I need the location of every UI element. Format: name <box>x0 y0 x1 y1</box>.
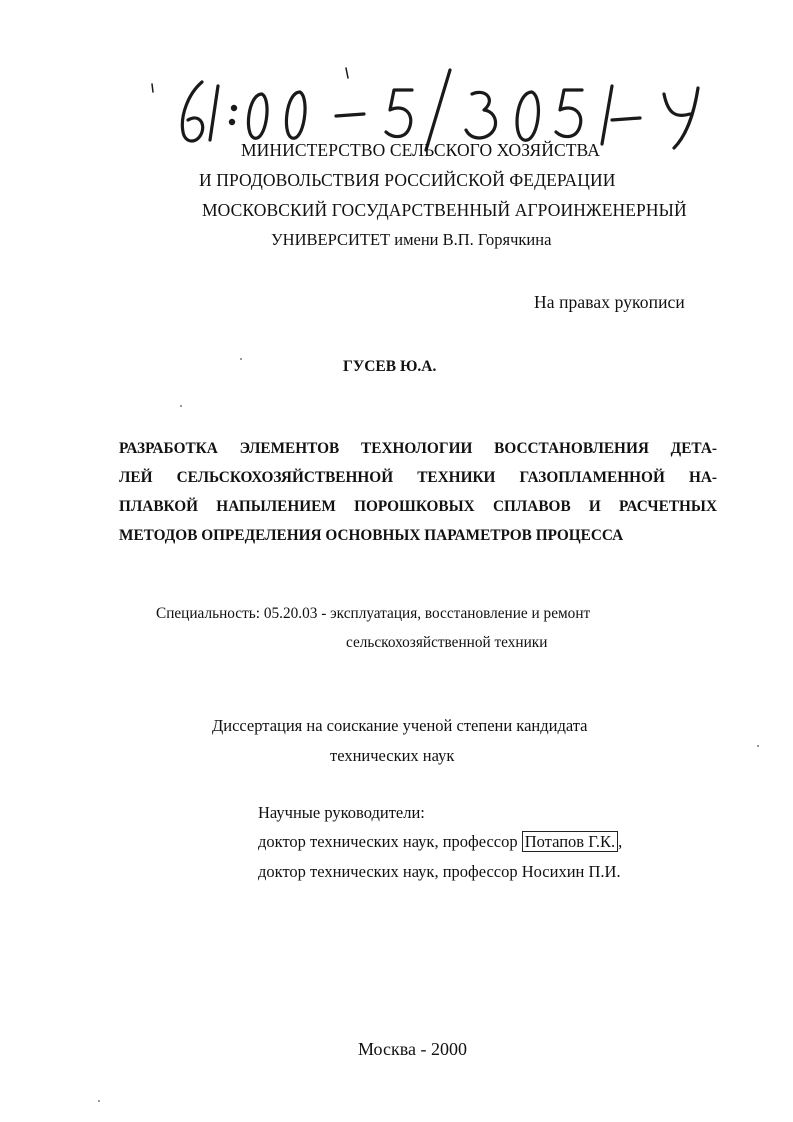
scan-speck <box>98 1100 100 1102</box>
title-line-4: МЕТОДОВ ОПРЕДЕЛЕНИЯ ОСНОВНЫХ ПАРАМЕТРОВ ПРОЦЕССА <box>119 527 624 544</box>
rights-note: На правах рукописи <box>534 292 685 312</box>
supervisor-1 <box>258 832 622 852</box>
degree-line-1: Диссертация на соискание ученой степени кандидата <box>212 716 588 735</box>
supervisor-1-name-boxed: Потапов Г.К. <box>522 831 618 852</box>
title-line-2: ЛЕЙ СЕЛЬСКОХОЗЯЙСТВЕННОЙ ТЕХНИКИ ГАЗОПЛАМЕННОЙ НА- <box>119 469 717 486</box>
title-line-3: ПЛАВКОЙ НАПЫЛЕНИЕМ ПОРОШКОВЫХ СПЛАВОВ И РАСЧЕТНЫХ <box>119 498 717 515</box>
specialty-line-1: Специальность: 05.20.03 - эксплуатация, восстановление и ремонт <box>156 605 591 622</box>
city-year: Москва - 2000 <box>358 1039 467 1059</box>
scan-speck <box>757 745 759 747</box>
scan-speck <box>240 358 242 360</box>
ministry-line-2: И ПРОДОВОЛЬСТВИЯ РОССИЙСКОЙ ФЕДЕРАЦИИ <box>199 170 616 190</box>
title-line-1: РАЗРАБОТКА ЭЛЕМЕНТОВ ТЕХНОЛОГИИ ВОССТАНОВЛЕНИЯ ДЕТА- <box>119 440 717 457</box>
dissertation-title <box>119 434 717 550</box>
scan-speck <box>180 405 182 407</box>
university-line-1: МОСКОВСКИЙ ГОСУДАРСТВЕННЫЙ АГРОИНЖЕНЕРНЫЙ <box>202 200 687 220</box>
supervisor-1-title: доктор технических наук, профессор <box>258 832 518 851</box>
supervisor-1-comma: , <box>618 832 623 851</box>
supervisors-heading: Научные руководители: <box>258 803 425 822</box>
degree-line-2: технических наук <box>330 746 455 765</box>
university-line-2: УНИВЕРСИТЕТ имени В.П. Горячкина <box>271 230 552 249</box>
author-name: ГУСЕВ Ю.А. <box>343 358 437 375</box>
ministry-line-1: МИНИСТЕРСТВО СЕЛЬСКОГО ХОЗЯЙСТВА <box>241 140 600 160</box>
supervisor-2: доктор технических наук, профессор Носихин П.И. <box>258 862 621 881</box>
specialty-line-2: сельскохозяйственной техники <box>346 634 548 651</box>
